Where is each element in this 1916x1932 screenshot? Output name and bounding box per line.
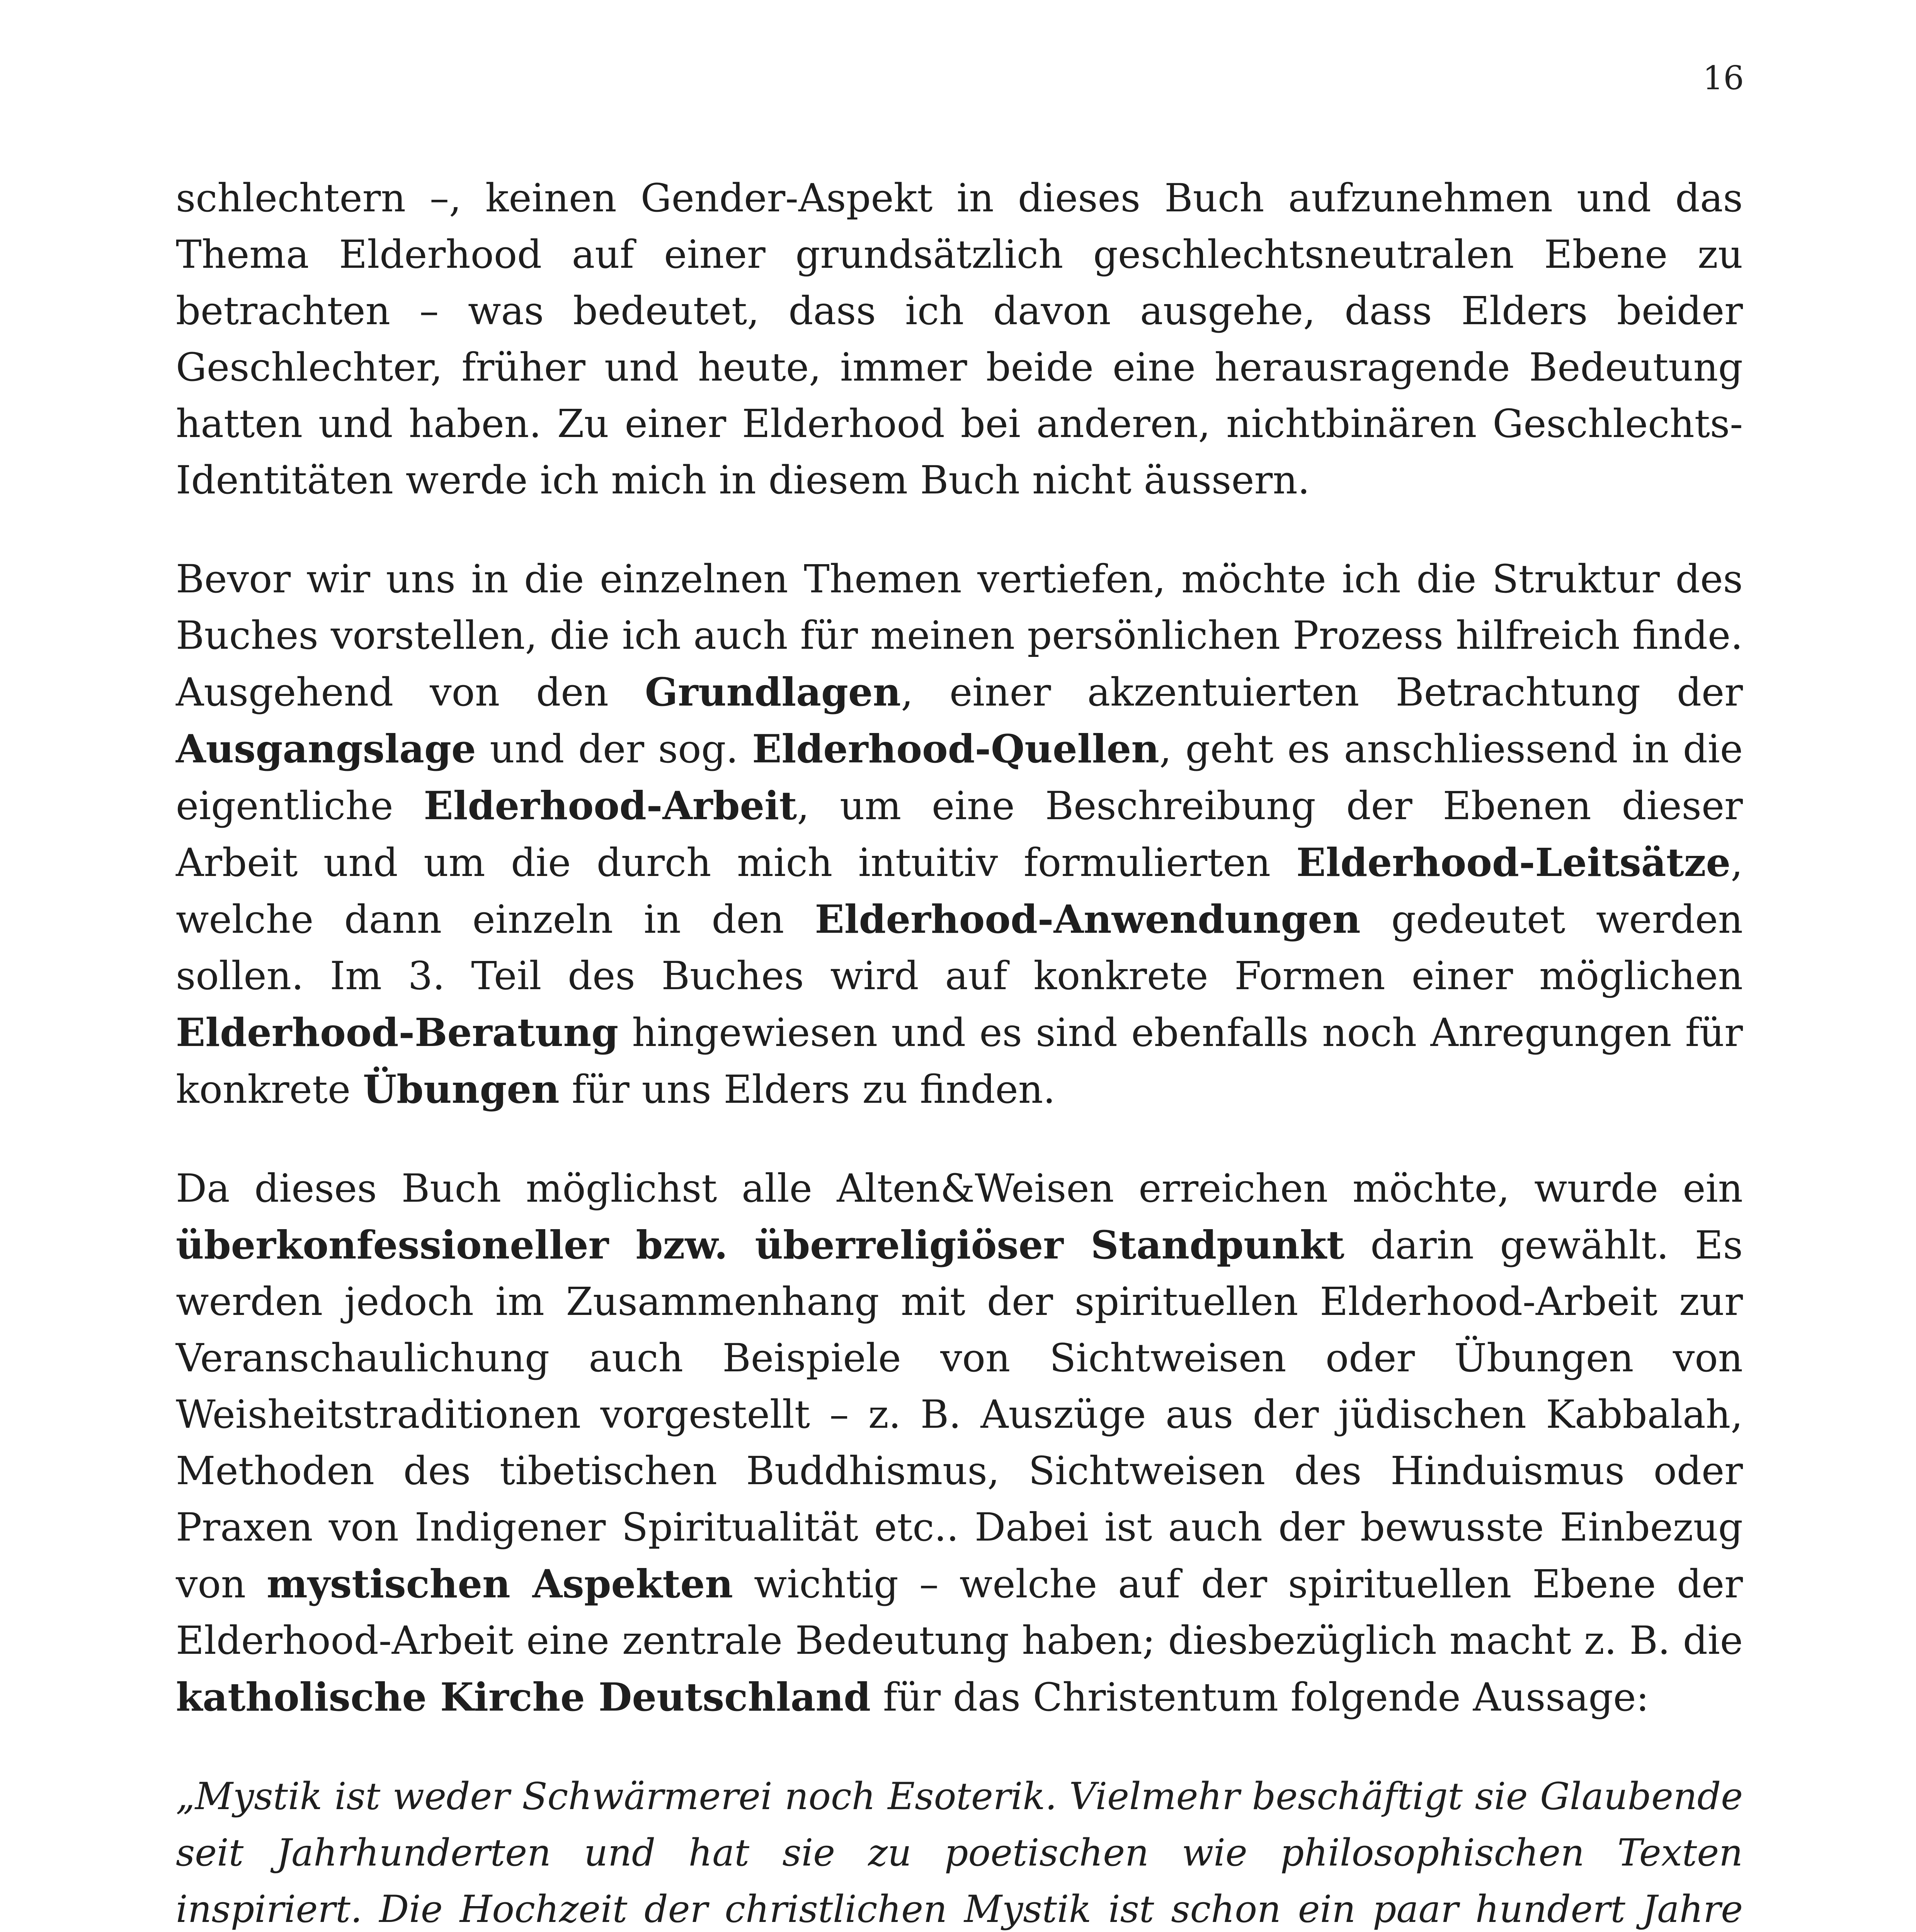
body-text	[176, 170, 1743, 1932]
text-run: , um eine Beschreibung der Ebenen dieser Arbeit und um die durch mich intuitiv formulierten	[176, 783, 1743, 885]
text-run: und der sog.	[476, 726, 752, 772]
text-run: , einer akzentuierten Betrachtung der	[901, 670, 1743, 715]
block-quote-mystik: „Mystik ist weder Schwärmerei noch Esoterik. Vielmehr beschäftigt sie Glaubende seit Jahrhunderten und hat sie zu poetischen wie philosophischen Texten inspiriert. Die Hochzeit der christlichen Mystik ist schon ein paar hundert Jahre	[176, 1775, 1743, 1931]
text-run: für uns Elders zu finden.	[559, 1067, 1055, 1112]
text-run: gedeutet werden sollen. Im 3. Teil des Buches wird auf konkrete Formen einer möglichen	[176, 897, 1743, 998]
text-run: Bevor wir uns in die einzelnen Themen vertiefen, möchte ich die Struktur des Buches vorstellen, die ich auch für meinen persönlichen Prozess hilfreich finde. Ausgehend von den	[176, 556, 1743, 715]
bold-term-elderhood-leitsaetze: Elderhood-Leitsätze	[1296, 840, 1731, 885]
text-run: für das Christentum folgende Aussage:	[871, 1675, 1649, 1720]
bold-term-elderhood-arbeit: Elderhood-Arbeit	[424, 783, 797, 828]
bold-term-uebungen: Übungen	[362, 1066, 560, 1112]
bold-term-mystische-aspekte: mystischen Aspekten	[267, 1561, 733, 1607]
text-run: wichtig – welche auf der spirituellen Ebene der Elderhood-Arbeit eine zentrale Bedeutung haben; diesbezüglich macht z. B. die	[176, 1561, 1743, 1663]
bold-term-elderhood-beratung: Elderhood-Beratung	[176, 1010, 619, 1055]
text-run: , geht es anschliessend in die eigentliche	[176, 726, 1743, 828]
bold-term-elderhood-anwendungen: Elderhood-Anwendungen	[815, 896, 1361, 942]
bold-term-ausgangslage: Ausgangslage	[176, 726, 476, 772]
bold-term-elderhood-quellen: Elderhood-Quellen	[752, 726, 1159, 772]
text-run: , welche dann einzeln in den	[176, 840, 1743, 942]
text-run: Da dieses Buch möglichst alle Alten&Weisen erreichen möchte, wurde ein	[176, 1166, 1743, 1211]
paragraph-standpoint	[176, 1160, 1743, 1726]
text-run: hingewiesen und es sind ebenfalls noch Anregungen für konkrete	[176, 1010, 1743, 1112]
text-run: darin gewählt. Es werden jedoch im Zusammenhang mit der spirituellen Elderhood-Arbeit zur Veranschaulichung auch Beispiele von Sichtweisen oder Übungen von Weisheitstraditionen vorgestellt – z. B. Auszüge aus der jüdischen Kabbalah, Methoden des tibetischen Buddhismus, Sichtweisen des Hinduismus oder Praxen von Indigener Spiritualität etc.. Dabei ist auch der bewusste Einbezug von	[176, 1223, 1743, 1607]
bold-term-standpunkt: überkonfessioneller bzw. überreligiöser Standpunkt	[176, 1222, 1344, 1268]
page-number: 16	[1703, 59, 1744, 97]
bold-term-katholische-kirche: katholische Kirche Deutschland	[176, 1674, 871, 1720]
text-run: schlechtern –, keinen Gender-Aspekt in dieses Buch aufzunehmen und das Thema Elderhood auf einer grundsätzlich geschlechtsneutralen Ebene zu betrachten – was bedeutet, dass ich davon ausgehe, dass Elders beider Geschlechter, früher und heute, immer beide eine herausragende Bedeutung hatten und haben. Zu einer Elderhood bei anderen, nichtbinären Geschlechts-Identitäten werde ich mich in diesem Buch nicht äussern.	[176, 175, 1743, 503]
paragraph-gender-aspect	[176, 170, 1743, 509]
paragraph-book-structure	[176, 551, 1743, 1118]
bold-term-grundlagen: Grundlagen	[645, 669, 901, 715]
